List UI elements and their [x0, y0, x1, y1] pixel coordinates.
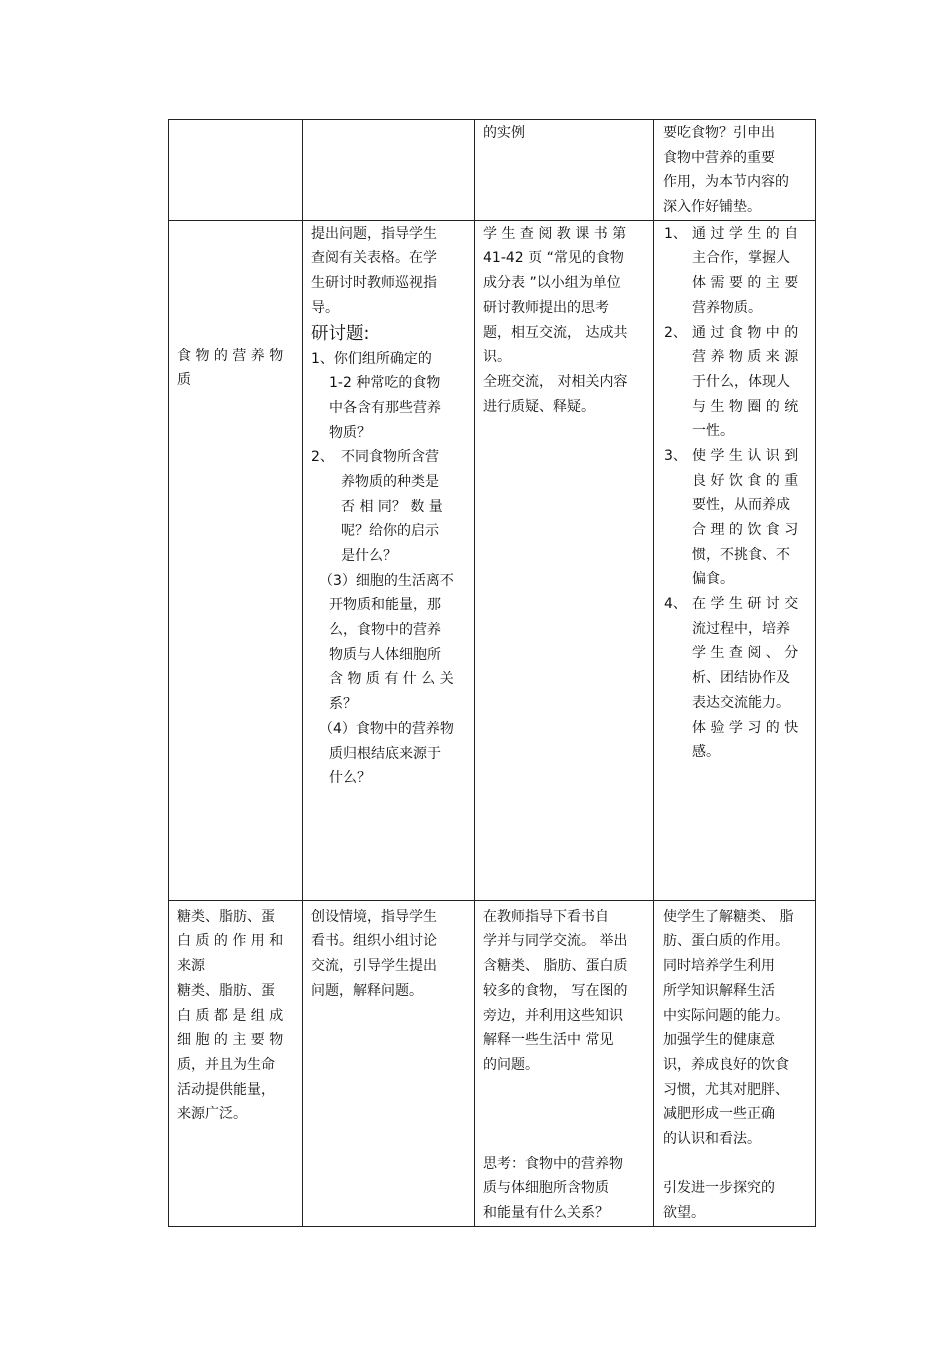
- row3-student-line: 解释一些生活中 常见: [483, 1032, 614, 1049]
- row3-content-line: 白 质 都 是 组 成: [177, 1007, 284, 1024]
- row3-content-line: 活动提供能量，: [177, 1081, 275, 1098]
- row3-intent-line: 中实际问题的能力。: [663, 1007, 789, 1024]
- research-topic-heading: 研讨题:: [311, 323, 370, 344]
- question-2-number: 2、: [311, 449, 334, 466]
- row1-intent-line: 深入作好铺垫。: [663, 199, 761, 216]
- row2-teacher-cell: [303, 220, 475, 900]
- row1-teacher-cell: [303, 120, 475, 221]
- question-3-line: 么，食物中的营养: [329, 622, 441, 639]
- row3-content-line: 细 胞 的 主 要 物: [177, 1032, 284, 1049]
- intent-item-2: [664, 321, 807, 444]
- intent-item-3: [664, 444, 807, 592]
- row3-thinking-line: 思考：食物中的营养物: [483, 1155, 623, 1172]
- table-row-1: [169, 120, 816, 221]
- row3-content-cell: [169, 900, 303, 1226]
- table-row-3: [169, 900, 816, 1226]
- question-2-line: 否 相 同？ 数 量: [341, 498, 443, 515]
- question-3-line: 物质与人体细胞所: [329, 646, 441, 663]
- lesson-plan-table: [168, 119, 816, 1227]
- intent-item-line: 在 学 生 研 讨 交: [692, 596, 799, 613]
- intent-item-line: 感。: [692, 744, 720, 761]
- row3-student-line: 的问题。: [483, 1056, 539, 1073]
- row1-intent-line: 要吃食物？引申出: [663, 125, 775, 141]
- row2-intent-cell: [654, 220, 816, 900]
- intent-item-line: 通 过 食 物 中 的: [692, 324, 799, 341]
- table-row-2: [169, 220, 816, 900]
- row1-intent-line: 食物中营养的重要: [663, 149, 775, 166]
- row2-student-line: 研讨教师提出的思考: [483, 299, 609, 316]
- intent-item-line: 良 好 饮 食 的 重: [692, 472, 799, 489]
- row2-teacher-intro-line: 生研讨时教师巡视指: [311, 275, 437, 292]
- intent-item-line: 合 理 的 饮 食 习: [692, 522, 799, 538]
- intent-item-line: 学 生 查 阅 、 分: [692, 645, 799, 662]
- question-2-line: 是什么？: [341, 548, 397, 564]
- row2-student-line: 题，相互交流， 达成共: [483, 324, 628, 341]
- row1-student-line: 的实例: [483, 125, 525, 141]
- row3-student-line: 较多的食物， 写在图的: [483, 982, 628, 999]
- row3-intent-line: 使学生了解糖类、 脂: [663, 908, 794, 925]
- row1-student-cell: [475, 120, 654, 221]
- row3-teacher-line: 问题，解释问题。: [311, 982, 423, 999]
- question-4-line: （4）食物中的营养物: [319, 720, 454, 737]
- row2-content-cell: [169, 220, 303, 900]
- intent-item-3-number: 3、: [664, 447, 687, 464]
- row3-content-line: 糖类、脂肪、蛋: [177, 908, 275, 925]
- row2-student-line: 全班交流， 对相关内容: [483, 373, 628, 390]
- row1-content-cell: [169, 120, 303, 221]
- row3-student-cell: [475, 900, 654, 1226]
- question-4-line: 什么？: [329, 770, 371, 787]
- intent-item-4: [664, 592, 807, 765]
- row3-intent-line: 同时培养学生利用: [663, 958, 775, 975]
- row2-student-line: 学 生 查 阅 教 课 书 第: [483, 225, 627, 242]
- intent-item-line: 于什么，体现人: [692, 373, 790, 390]
- row3-student-line: 在教师指导下看书自: [483, 908, 609, 925]
- row3-teacher-line: 交流，引导学生提出: [311, 958, 437, 975]
- row3-teacher-line: 看书。组织小组讨论: [311, 933, 437, 950]
- row3-intent-line: 习惯，尤其对肥胖、: [663, 1081, 789, 1098]
- intent-item-line: 流过程中，培养: [692, 620, 790, 637]
- row3-intent-line: 肪、蛋白质的作用。: [663, 933, 789, 950]
- intent-item-line: 营 养 物 质 来 源: [692, 349, 799, 366]
- row2-topic-line: 质: [177, 372, 191, 389]
- row2-student-cell: [475, 220, 654, 900]
- row3-further-line: 欲望。: [663, 1205, 705, 1221]
- row2-teacher-intro-line: 导。: [311, 299, 339, 316]
- intent-item-line: 析、团结协作及: [692, 670, 790, 687]
- question-2: [311, 445, 466, 568]
- row3-intent-line: 的认识和看法。: [663, 1130, 761, 1147]
- intent-item-1: [664, 222, 807, 321]
- question-1-line: 中各含有那些营养: [329, 399, 441, 416]
- intent-item-line: 与 生 物 圈 的 统: [692, 398, 799, 415]
- question-3-line: 开物质和能量，那: [329, 597, 441, 614]
- row3-student-line: 旁边，并利用这些知识: [483, 1007, 623, 1024]
- row3-intent-cell: [654, 900, 816, 1226]
- intent-item-line: 一性。: [692, 423, 734, 440]
- question-1-line: 1-2 种常吃的食物: [329, 375, 441, 392]
- row3-further-line: 引发进一步探究的: [663, 1180, 775, 1197]
- row1-intent-cell: [654, 120, 816, 221]
- question-3-line: 系？: [329, 696, 357, 713]
- intent-item-line: 惯，不挑食、不: [692, 546, 790, 563]
- question-1-line: 物质？: [329, 424, 371, 441]
- intent-item-line: 偏食。: [692, 571, 734, 588]
- row3-teacher-cell: [303, 900, 475, 1226]
- row3-intent-line: 加强学生的健康意: [663, 1032, 775, 1049]
- question-3-line: 含 物 质 有 什 么 关: [329, 671, 454, 688]
- question-2-line: 不同食物所含营: [341, 449, 439, 466]
- row3-intent-line: 识，养成良好的饮食: [663, 1056, 789, 1073]
- intent-item-2-number: 2、: [664, 324, 687, 341]
- question-2-line: 养物质的种类是: [341, 473, 439, 490]
- question-3-line: （3）细胞的生活离不: [319, 572, 454, 589]
- row2-teacher-intro-line: 查阅有关表格。在学: [311, 250, 437, 267]
- question-2-line: 呢？给你的启示: [341, 523, 439, 540]
- row2-teacher-intro-line: 提出问题，指导学生: [311, 225, 437, 242]
- intent-item-line: 体 需 要 的 主 要: [692, 275, 799, 292]
- row2-student-line: 进行质疑、释疑。: [483, 398, 595, 415]
- question-1-line: 1、你们组所确定的: [311, 350, 432, 367]
- intent-item-line: 通 过 学 生 的 自: [692, 225, 799, 242]
- row3-content-line: 来源广泛。: [177, 1106, 247, 1123]
- row2-student-line: 识。: [483, 349, 511, 366]
- question-4-line: 质归根结底来源于: [329, 745, 441, 762]
- row3-content-line: 质，并且为生命: [177, 1056, 275, 1073]
- intent-item-line: 体 验 学 习 的 快: [692, 719, 799, 736]
- row3-intent-line: 减肥形成一些正确: [663, 1106, 775, 1123]
- row2-student-line: 成分表 ”以小组为单位: [483, 275, 621, 292]
- row2-topic-line: 食 物 的 营 养 物: [177, 347, 284, 364]
- row3-student-line: 含糖类、 脂肪、蛋白质: [483, 958, 628, 975]
- row3-content-line: 白 质 的 作 用 和: [177, 933, 284, 950]
- intent-item-line: 营养物质。: [692, 299, 762, 316]
- row3-student-line: 学并与同学交流。 举出: [483, 933, 628, 950]
- intent-item-line: 使 学 生 认 识 到: [692, 447, 799, 464]
- row3-thinking-line: 质与体细胞所含物质: [483, 1180, 609, 1197]
- row2-student-line: 41-42 页 “常见的食物: [483, 250, 624, 267]
- intent-item-1-number: 1、: [664, 225, 687, 242]
- row3-content-line: 来源: [177, 958, 205, 975]
- intent-item-line: 表达交流能力。: [692, 694, 790, 711]
- row3-teacher-line: 创设情境，指导学生: [311, 908, 437, 925]
- row3-thinking-line: 和能量有什么关系？: [483, 1205, 609, 1221]
- row1-intent-line: 作用，为本节内容的: [663, 174, 789, 191]
- intent-item-4-number: 4、: [664, 596, 687, 613]
- intent-item-line: 主合作，掌握人: [692, 250, 790, 267]
- intent-item-line: 要性，从而养成: [692, 497, 790, 514]
- row3-content-line: 糖类、脂肪、蛋: [177, 982, 275, 999]
- row3-intent-line: 所学知识解释生活: [663, 982, 775, 999]
